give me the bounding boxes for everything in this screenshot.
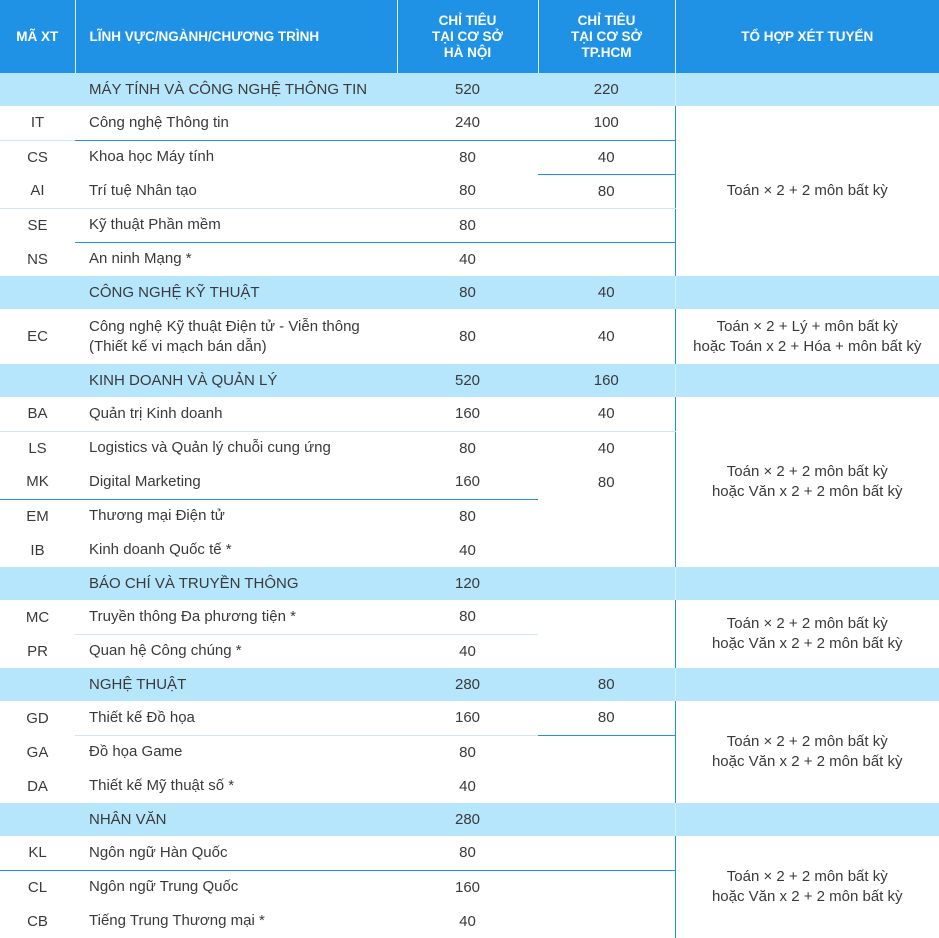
group-code-cell — [0, 803, 75, 836]
quota-hanoi: 40 — [397, 533, 538, 567]
program-name: Kinh doanh Quốc tế * — [75, 533, 397, 567]
program-name: Tiếng Trung Thương mại * — [75, 904, 397, 938]
program-code: AI — [0, 174, 75, 208]
program-code: CL — [0, 870, 75, 904]
table-row — [0, 600, 939, 634]
program-name: Đồ họa Game — [75, 735, 397, 769]
group-row — [0, 276, 939, 309]
group-quota-hcm — [538, 567, 675, 600]
group-quota-hcm: 40 — [538, 276, 675, 309]
quota-hanoi: 80 — [397, 309, 538, 364]
group-combo-cell — [675, 276, 939, 309]
group-combo-cell — [675, 803, 939, 836]
group-quota-hanoi: 280 — [397, 668, 538, 701]
program-code: BA — [0, 397, 75, 431]
group-name: KINH DOANH VÀ QUẢN LÝ — [75, 364, 397, 397]
combination — [675, 309, 939, 364]
program-code: EM — [0, 499, 75, 533]
combination-line: Toán × 2 + Lý + môn bất kỳ — [676, 317, 939, 337]
program-code: SE — [0, 208, 75, 242]
combination-line: hoặc Văn x 2 + 2 môn bất kỳ — [676, 634, 939, 654]
program-name: Thiết kế Mỹ thuật số * — [75, 769, 397, 803]
program-name: Công nghệ Thông tin — [75, 106, 397, 140]
quota-hcm — [538, 242, 675, 276]
quota-hanoi: 80 — [397, 140, 538, 174]
program-code: EC — [0, 309, 75, 364]
quota-hanoi: 160 — [397, 397, 538, 431]
quota-hcm: 40 — [538, 397, 675, 431]
group-combo-cell — [675, 668, 939, 701]
combination-line: hoặc Văn x 2 + 2 môn bất kỳ — [676, 887, 939, 907]
quota-hanoi: 40 — [397, 242, 538, 276]
quota-hanoi: 160 — [397, 465, 538, 499]
header-quota-hcm-line: TẠI CƠ SỞ — [539, 29, 675, 45]
quota-hanoi: 80 — [397, 174, 538, 208]
quota-hcm — [538, 769, 675, 803]
quota-hcm: 80 — [538, 465, 675, 499]
quota-hanoi: 160 — [397, 701, 538, 735]
group-name: MÁY TÍNH VÀ CÔNG NGHỆ THÔNG TIN — [75, 73, 397, 106]
combination-line: hoặc Toán x 2 + Hóa + môn bất kỳ — [676, 337, 939, 357]
group-code-cell — [0, 276, 75, 309]
program-name: Ngôn ngữ Hàn Quốc — [75, 836, 397, 870]
group-row — [0, 567, 939, 600]
group-code-cell — [0, 73, 75, 106]
combination — [675, 701, 939, 803]
group-code-cell — [0, 364, 75, 397]
program-code: MC — [0, 600, 75, 634]
program-code: KL — [0, 836, 75, 870]
combination-line: Toán × 2 + 2 môn bất kỳ — [676, 614, 939, 634]
group-quota-hanoi: 520 — [397, 73, 538, 106]
program-code: PR — [0, 634, 75, 668]
header-program: LĨNH VỰC/NGÀNH/CHƯƠNG TRÌNH — [75, 0, 397, 73]
combination-line: Toán × 2 + 2 môn bất kỳ — [676, 732, 939, 752]
quota-hanoi: 40 — [397, 634, 538, 668]
quota-hcm: 40 — [538, 140, 675, 174]
program-name-line: Công nghệ Kỹ thuật Điện tử - Viễn thông — [89, 317, 397, 337]
program-code: NS — [0, 242, 75, 276]
table-row — [0, 106, 939, 140]
program-name: Thương mại Điện tử — [75, 499, 397, 533]
quota-hanoi: 40 — [397, 769, 538, 803]
quota-hanoi: 80 — [397, 600, 538, 634]
group-quota-hanoi: 280 — [397, 803, 538, 836]
program-name: Trí tuệ Nhân tạo — [75, 174, 397, 208]
quota-hcm: 100 — [538, 106, 675, 140]
quota-hanoi: 80 — [397, 499, 538, 533]
program-name: An ninh Mạng * — [75, 242, 397, 276]
quota-hcm — [538, 836, 675, 870]
quota-hcm — [538, 870, 675, 904]
quota-hcm: 40 — [538, 431, 675, 465]
quota-hanoi: 240 — [397, 106, 538, 140]
group-row — [0, 668, 939, 701]
quota-hcm — [538, 735, 675, 769]
program-code: IB — [0, 533, 75, 567]
table-row — [0, 836, 939, 870]
combination-line: Toán × 2 + 2 môn bất kỳ — [676, 462, 939, 482]
group-quota-hcm: 220 — [538, 73, 675, 106]
table-row — [0, 309, 939, 364]
header-quota-hcm-line: TP.HCM — [539, 45, 675, 61]
group-combo-cell — [675, 73, 939, 106]
group-quota-hcm — [538, 803, 675, 836]
group-row — [0, 364, 939, 397]
quota-hanoi: 40 — [397, 904, 538, 938]
group-name: CÔNG NGHỆ KỸ THUẬT — [75, 276, 397, 309]
group-name: NGHỆ THUẬT — [75, 668, 397, 701]
header-combination: TỔ HỢP XÉT TUYỂN — [675, 0, 939, 73]
program-name: Truyền thông Đa phương tiện * — [75, 600, 397, 634]
program-code: IT — [0, 106, 75, 140]
program-code: GD — [0, 701, 75, 735]
quota-hcm: 80 — [538, 701, 675, 735]
header-code: MÃ XT — [0, 0, 75, 73]
quota-hcm: 80 — [538, 174, 675, 208]
combination — [675, 397, 939, 567]
group-quota-hanoi: 80 — [397, 276, 538, 309]
program-name: Khoa học Máy tính — [75, 140, 397, 174]
quota-hanoi: 160 — [397, 870, 538, 904]
group-combo-cell — [675, 567, 939, 600]
program-name — [75, 309, 397, 364]
group-name: BÁO CHÍ VÀ TRUYỀN THÔNG — [75, 567, 397, 600]
table-row — [0, 397, 939, 431]
program-code: CS — [0, 140, 75, 174]
quota-hcm — [538, 499, 675, 533]
header-quota-hanoi-line: HÀ NỘI — [398, 45, 538, 61]
program-code: CB — [0, 904, 75, 938]
program-code: MK — [0, 465, 75, 499]
program-name: Quan hệ Công chúng * — [75, 634, 397, 668]
combination-line: hoặc Văn x 2 + 2 môn bất kỳ — [676, 752, 939, 772]
program-name: Ngôn ngữ Trung Quốc — [75, 870, 397, 904]
combination-line: hoặc Văn x 2 + 2 môn bất kỳ — [676, 482, 939, 502]
combination — [675, 600, 939, 668]
combination-line: Toán × 2 + 2 môn bất kỳ — [676, 181, 939, 201]
group-quota-hanoi: 520 — [397, 364, 538, 397]
quota-hanoi: 80 — [397, 208, 538, 242]
combination — [675, 836, 939, 938]
header-quota-hanoi-line: CHỈ TIÊU — [398, 13, 538, 29]
header-quota-hcm — [538, 0, 675, 73]
header-quota-hanoi — [397, 0, 538, 73]
combination-line: Toán × 2 + 2 môn bất kỳ — [676, 867, 939, 887]
group-combo-cell — [675, 364, 939, 397]
group-code-cell — [0, 668, 75, 701]
table-row — [0, 701, 939, 735]
group-quota-hcm: 160 — [538, 364, 675, 397]
program-name: Digital Marketing — [75, 465, 397, 499]
program-code: GA — [0, 735, 75, 769]
program-name: Logistics và Quản lý chuỗi cung ứng — [75, 431, 397, 465]
header-quota-hcm-line: CHỈ TIÊU — [539, 13, 675, 29]
program-code: LS — [0, 431, 75, 465]
quota-hanoi: 80 — [397, 836, 538, 870]
group-quota-hcm: 80 — [538, 668, 675, 701]
combination — [675, 106, 939, 276]
quota-hanoi: 80 — [397, 431, 538, 465]
group-code-cell — [0, 567, 75, 600]
quota-hcm — [538, 600, 675, 634]
program-name-line: (Thiết kế vi mạch bán dẫn) — [89, 337, 397, 357]
program-name: Kỹ thuật Phần mềm — [75, 208, 397, 242]
group-name: NHÂN VĂN — [75, 803, 397, 836]
group-row — [0, 803, 939, 836]
program-code: DA — [0, 769, 75, 803]
group-quota-hanoi: 120 — [397, 567, 538, 600]
table-body — [0, 73, 939, 938]
program-name: Thiết kế Đồ họa — [75, 701, 397, 735]
quota-hcm: 40 — [538, 309, 675, 364]
quota-hcm — [538, 533, 675, 567]
quota-hanoi: 80 — [397, 735, 538, 769]
quota-hcm — [538, 634, 675, 668]
header-quota-hanoi-line: TẠI CƠ SỞ — [398, 29, 538, 45]
group-row — [0, 73, 939, 106]
table-header — [0, 0, 939, 73]
program-name: Quản trị Kinh doanh — [75, 397, 397, 431]
quota-hcm — [538, 208, 675, 242]
